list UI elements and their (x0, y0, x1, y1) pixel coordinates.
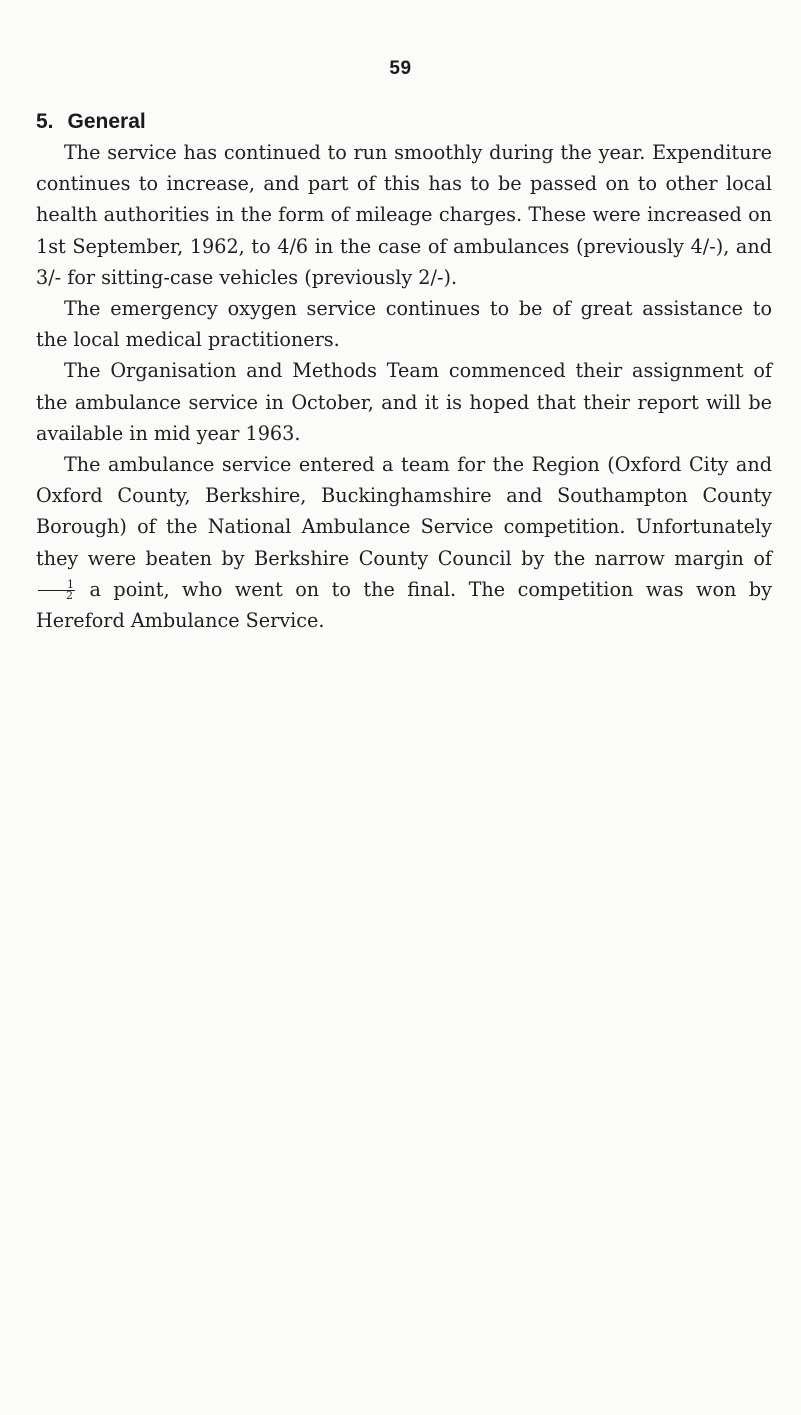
half-fraction (38, 580, 75, 601)
section-number: 5. (36, 110, 54, 133)
fraction-numerator: 1 (38, 580, 75, 591)
section-title: General (67, 110, 146, 133)
fraction-denominator: 2 (66, 589, 73, 603)
paragraph-competition (36, 449, 772, 636)
competition-text-after: a point, who went on to the final. The competition was won by Hereford Ambulance Service. (36, 577, 772, 633)
paragraph-organisation-methods: The Organisation and Methods Team commenced their assignment of the ambulance service in October, and it is hoped that their report will be available in mid year 1963. (36, 359, 772, 445)
paragraph-oxygen-service: The emergency oxygen service continues to be of great assistance to the local medical practitioners. (36, 297, 772, 352)
section-heading (36, 110, 146, 134)
paragraph-service-expenditure: The service has continued to run smoothly during the year. Expenditure continues to increase, and part of this has to be passed on to other local health authorities in the form of mileage charges. These were increased on 1st September, 1962, to 4/6 in the case of ambulances (previously 4/-), and 3/- for sitting-case vehicles (previously 2/-). (36, 141, 772, 289)
section-body (36, 137, 772, 636)
page-number: 59 (389, 58, 412, 79)
competition-text-before: The ambulance service entered a team for the Region (Oxford City and Oxford County, Berkshire, Buckinghamshire and Southampton County Borough) of the National Ambulance Service competition. Unfortunately they were beaten by Berkshire County Council by the narrow margin of (36, 453, 772, 570)
